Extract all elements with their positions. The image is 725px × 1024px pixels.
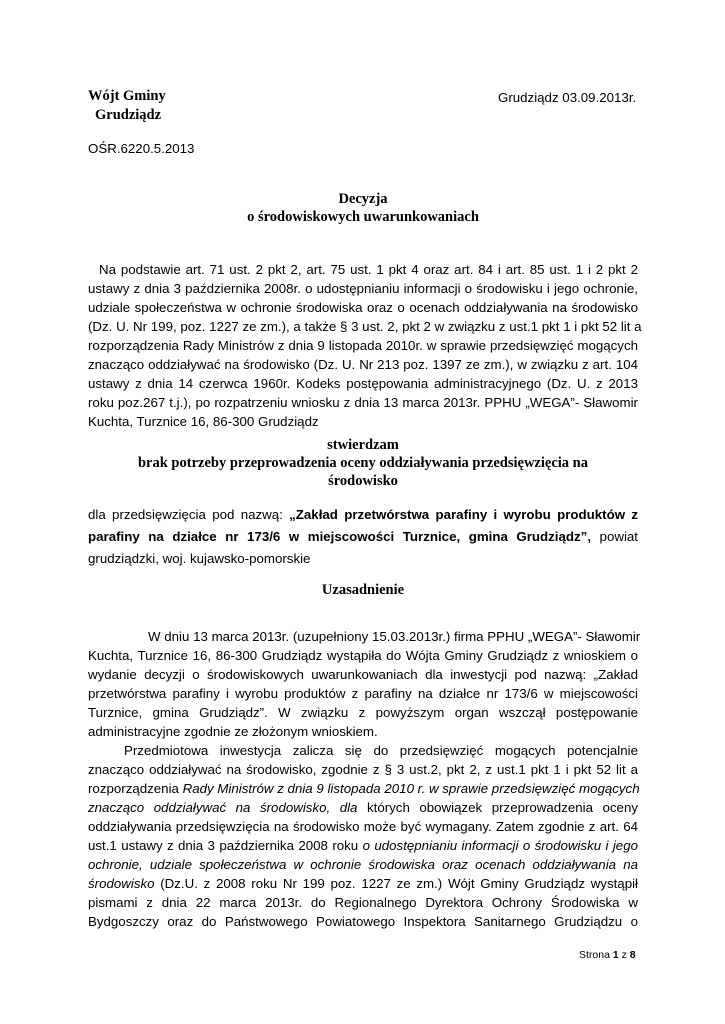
ruling-block bbox=[88, 436, 638, 490]
justification-line: rozporządzenia Rady Ministrów z dnia 9 listopada 2010 r. w sprawie przedsięwzięć mogących bbox=[88, 781, 640, 796]
justification-line: Bydgoszczy oraz do Państwowego Powiatowego Inspektora Sanitarnego Grudziądzu o bbox=[88, 914, 638, 929]
legal-basis-line: ustawy z dnia 14 czerwca 1960r. Kodeks postępowania administracyjnego (Dz. U. z 2013 bbox=[88, 376, 638, 391]
ruling-line: brak potrzeby przeprowadzenia oceny oddziaływania przedsięwzięcia na bbox=[137, 455, 588, 471]
justification-line: ust.1 ustawy z dnia 3 października 2008 roku o udostępnianiu informacji o środowisku i jego bbox=[88, 838, 638, 853]
reference-number: OŚR.6220.5.2013 bbox=[88, 141, 195, 156]
page-number: Strona 1 z 8 bbox=[579, 949, 636, 961]
justification-line: wydanie decyzji o środowiskowych uwarunkowaniach dla inwestycji pod nazwą: „Zakład bbox=[88, 667, 638, 682]
project-line: grudziądzki, woj. kujawsko-pomorskie bbox=[88, 551, 311, 566]
ruling-verb: stwierdzam bbox=[327, 437, 399, 453]
project-paragraph bbox=[88, 504, 638, 570]
justification-line: W dniu 13 marca 2013r. (uzupełniony 15.03.2013r.) firma PPHU „WEGA”- Sławomir bbox=[148, 629, 641, 644]
justification-paragraph-1 bbox=[88, 627, 641, 741]
project-line: parafiny na działce nr 173/6 w miejscowości Turznice, gmina Grudziądz”, powiat bbox=[88, 529, 638, 544]
legal-basis-line: udziale społeczeństwa w ochronie środowiska oraz o ocenach oddziaływania na środowisko bbox=[88, 300, 638, 315]
legal-basis-line: ustawy z dnia 3 października 2008r. o udostępnianiu informacji o środowisku i jego ochronie, bbox=[88, 281, 638, 296]
justification-heading: Uzasadnienie bbox=[321, 582, 405, 598]
legal-basis-line: roku poz.267 t.j.), po rozpatrzeniu wniosku z dnia 13 marca 2013r. PPHU „WEGA”- Sławomir bbox=[88, 395, 638, 410]
current-page: 1 bbox=[612, 949, 619, 961]
justification-line: znacząco oddziaływać na środowisko, zgodnie z § 3 ust.2, pkt 2, z ust.1 pkt 1 i pkt 52 lit a bbox=[88, 762, 638, 777]
justification-line: Kuchta, Turznice 16, 86-300 Grudziądz wystąpiła do Wójta Gminy Grudziądz z wnioskiem o bbox=[88, 648, 638, 663]
justification-line: środowisko (Dz.U. z 2008 roku Nr 199 poz. 1227 ze zm.) Wójt Gminy Grudziądz wystąpił bbox=[88, 876, 638, 891]
justification-line: oddziaływania przedsięwzięcia na środowisko może być wymagany. Zatem zgodnie z art. 64 bbox=[88, 819, 638, 834]
ruling-line: środowisko bbox=[328, 473, 398, 489]
total-pages: 8 bbox=[629, 949, 636, 961]
legal-basis-paragraph bbox=[88, 260, 642, 431]
justification-line: Turznice, gmina Grudziądz”. W związku z powyższym organ wszczął postępowanie bbox=[88, 705, 638, 720]
decision-title bbox=[88, 190, 638, 226]
decision-title-line2: o środowiskowych uwarunkowaniach bbox=[247, 209, 479, 225]
justification-line: ochronie, udziale społeczeństwa w ochronie środowiska oraz ocenach oddziaływania na bbox=[88, 857, 638, 872]
justification-line: przetwórstwa parafiny i wyrobu produktów z parafiny na działce nr 173/6 w miejscowości bbox=[88, 686, 638, 701]
decision-title-line1: Decyzja bbox=[338, 191, 388, 207]
project-name-part: parafiny na działce nr 173/6 w miejscowości Turznice, gmina Grudziądz”, bbox=[88, 529, 592, 544]
legal-basis-line: Na podstawie art. 71 ust. 2 pkt 2, art. 75 ust. 1 pkt 4 oraz art. 84 i art. 85 ust. 1 i 2 pkt 2 bbox=[99, 262, 638, 277]
project-line: dla przedsięwzięcia pod nazwą: „Zakład przetwórstwa parafiny i wyrobu produktów z bbox=[88, 507, 638, 522]
legal-basis-line: znacząco oddziaływać na środowisko (Dz. U. Nr 213 poz. 1397 ze zm.), w związku z art. 104 bbox=[88, 357, 638, 372]
authority-name: Wójt Gminy bbox=[88, 88, 166, 104]
justification-line: Przedmiotowa inwestycja zalicza się do przedsięwzięć mogących potencjalnie bbox=[124, 743, 638, 758]
justification-line: pismami z dnia 22 marca 2013r. do Regionalnego Dyrektora Ochrony Środowiska w bbox=[88, 895, 638, 910]
justification-paragraph-2 bbox=[88, 741, 638, 931]
legal-basis-line: Kuchta, Turznice 16, 86-300 Grudziądz bbox=[88, 414, 319, 429]
justification-line: znacząco oddziaływać na środowisko, dla których obowiązek przeprowadzenia oceny bbox=[88, 800, 638, 815]
place-date: Grudziądz 03.09.2013r. bbox=[498, 90, 637, 105]
legal-basis-line: (Dz. U. Nr 199, poz. 1227 ze zm.), a także § 3 ust. 2, pkt 2 w związku z ust.1 pkt 1 i pkt 52 lit a bbox=[88, 319, 642, 334]
authority-location: Grudziądz bbox=[95, 107, 162, 123]
legal-basis-line: rozporządzenia Rady Ministrów z dnia 9 listopada 2010r. w sprawie przedsięwzięć mogących bbox=[88, 338, 638, 353]
project-name-part: „Zakład przetwórstwa parafiny i wyrobu produktów z bbox=[289, 507, 638, 522]
justification-line: administracyjne zgodnie ze złożonym wnioskiem. bbox=[88, 724, 378, 739]
